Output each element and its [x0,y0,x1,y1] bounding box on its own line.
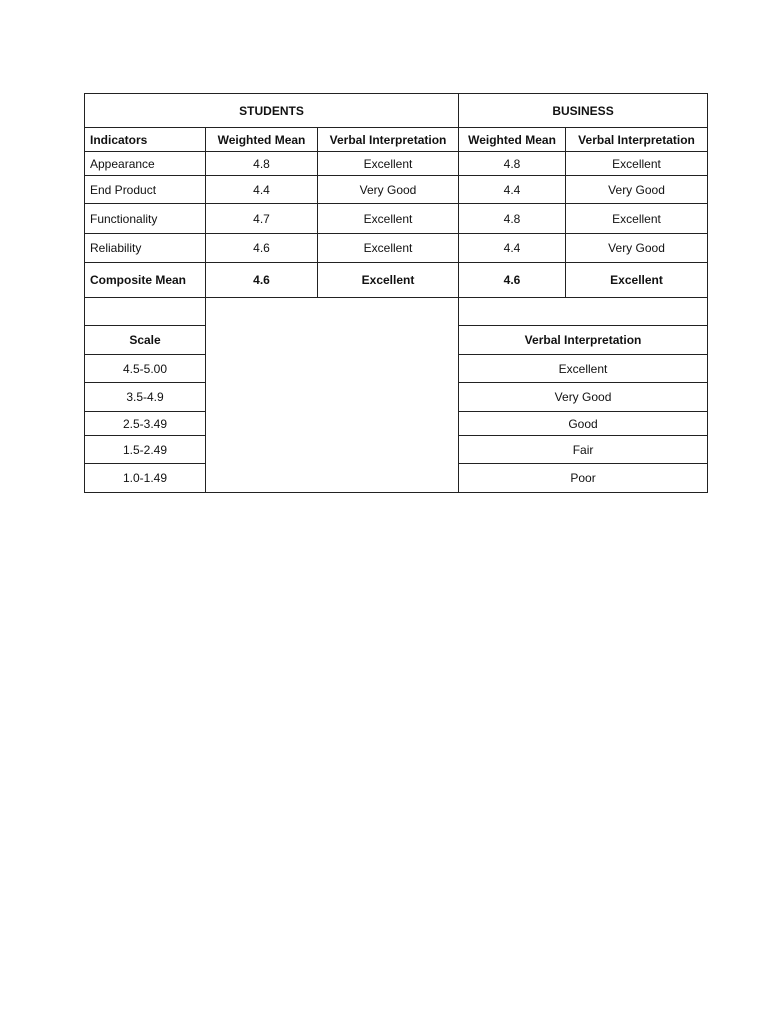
scale-header: Scale [85,326,206,355]
scale-interp-cell: Very Good [459,383,708,412]
business-weighted-mean-header: Weighted Mean [459,128,566,152]
students-group-header: STUDENTS [85,94,459,128]
students-interp-cell: Excellent [318,263,459,298]
scale-interp-cell: Fair [459,436,708,464]
business-verbal-interpretation-header: Verbal Interpretation [566,128,708,152]
business-interp-cell: Excellent [566,204,708,234]
business-interp-cell: Excellent [566,263,708,298]
scale-range-cell: 2.5-3.49 [85,412,206,436]
indicator-cell: Composite Mean [85,263,206,298]
business-mean-cell: 4.4 [459,234,566,263]
blank-merged-cell [206,298,459,493]
students-mean-cell: 4.8 [206,152,318,176]
indicators-header: Indicators [85,128,206,152]
table-row [85,234,708,263]
scale-range-cell: 3.5-4.9 [85,383,206,412]
indicator-cell: End Product [85,176,206,204]
business-mean-cell: 4.8 [459,152,566,176]
column-header-row [85,128,708,152]
business-interp-cell: Very Good [566,176,708,204]
group-header-row [85,94,708,128]
scale-interp-header: Verbal Interpretation [459,326,708,355]
indicator-cell: Appearance [85,152,206,176]
business-mean-cell: 4.8 [459,204,566,234]
spacer-row [85,298,708,326]
table-row [85,176,708,204]
business-mean-cell: 4.4 [459,176,566,204]
business-interp-cell: Very Good [566,234,708,263]
scale-range-cell: 1.0-1.49 [85,464,206,493]
indicator-cell: Functionality [85,204,206,234]
scale-interp-cell: Poor [459,464,708,493]
evaluation-table [84,93,708,493]
students-mean-cell: 4.7 [206,204,318,234]
students-interp-cell: Excellent [318,204,459,234]
empty-cell [85,298,206,326]
table-row [85,152,708,176]
composite-mean-row [85,263,708,298]
indicator-cell: Reliability [85,234,206,263]
students-interp-cell: Very Good [318,176,459,204]
scale-range-cell: 1.5-2.49 [85,436,206,464]
students-mean-cell: 4.4 [206,176,318,204]
business-group-header: BUSINESS [459,94,708,128]
scale-range-cell: 4.5-5.00 [85,355,206,383]
students-verbal-interpretation-header: Verbal Interpretation [318,128,459,152]
students-interp-cell: Excellent [318,234,459,263]
business-mean-cell: 4.6 [459,263,566,298]
students-interp-cell: Excellent [318,152,459,176]
students-mean-cell: 4.6 [206,234,318,263]
business-interp-cell: Excellent [566,152,708,176]
scale-interp-cell: Excellent [459,355,708,383]
scale-interp-cell: Good [459,412,708,436]
students-mean-cell: 4.6 [206,263,318,298]
students-weighted-mean-header: Weighted Mean [206,128,318,152]
empty-cell [459,298,708,326]
table-row [85,204,708,234]
